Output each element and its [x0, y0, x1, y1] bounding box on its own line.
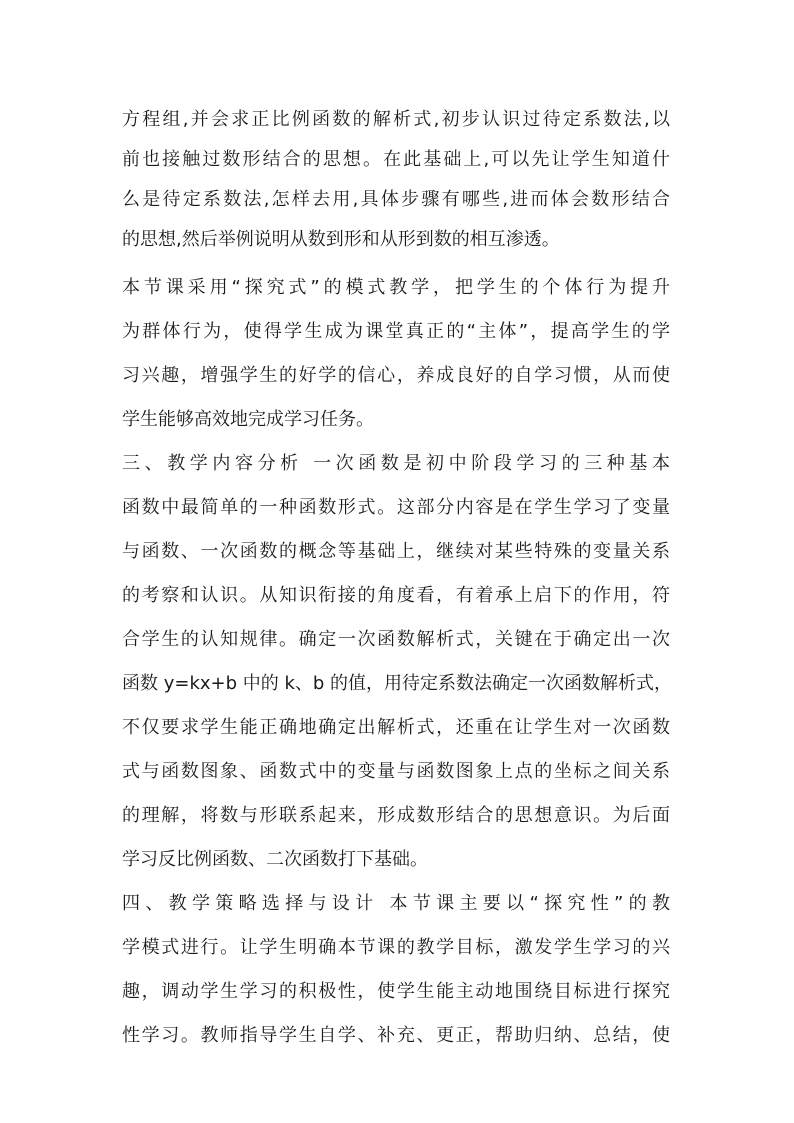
text-line-1: 方程组,并会求正比例函数的解析式,初步认识过待定系数法,以 — [122, 109, 670, 130]
text-line-19: 四、教学策略选择与设计 本节课主要以“探究性”的教 — [122, 893, 670, 914]
text-line-7: 习兴趣，增强学生的好学的信心，养成良好的自学习惯，从而使 — [122, 365, 670, 386]
text-line-9: 三、教学内容分析 一次函数是初中阶段学习的三种基本 — [122, 453, 670, 474]
text-line-21: 趣，调动学生学习的积极性，使学生能主动地围绕目标进行探究 — [122, 981, 670, 1002]
text-line-10: 函数中最简单的一种函数形式。这部分内容是在学生学习了变量 — [122, 497, 670, 518]
text-line-2: 前也接触过数形结合的思想。在此基础上,可以先让学生知道什 — [122, 149, 670, 170]
text-line-8: 学生能够高效地完成学习任务。 — [122, 409, 374, 430]
text-line-4: 的思想,然后举例说明从数到形和从形到数的相互渗透。 — [122, 229, 560, 250]
text-line-5: 本节课采用“探究式”的模式教学，把学生的个体行为提升 — [122, 277, 670, 298]
text-line-3: 么是待定系数法,怎样去用,具体步骤有哪些,进而体会数形结合 — [122, 189, 670, 210]
text-line-22: 性学习。教师指导学生自学、补充、更正，帮助归纳、总结，使 — [122, 1025, 670, 1046]
text-line-15: 不仅要求学生能正确地确定出解析式，还重在让学生对一次函数 — [122, 717, 670, 738]
text-line-20: 学模式进行。让学生明确本节课的教学目标，激发学生学习的兴 — [122, 937, 670, 958]
text-line-14: 函数 y=kx+b 中的 k、b 的值，用待定系数法确定一次函数解析式， — [122, 673, 673, 694]
text-line-12: 的考察和认识。从知识衔接的角度看，有着承上启下的作用，符 — [122, 585, 670, 606]
text-line-18: 学习反比例函数、二次函数打下基础。 — [122, 849, 428, 870]
text-line-11: 与函数、一次函数的概念等基础上，继续对某些特殊的变量关系 — [122, 541, 670, 562]
text-line-13: 合学生的认知规律。确定一次函数解析式，关键在于确定出一次 — [122, 629, 670, 650]
text-line-17: 的理解，将数与形联系起来，形成数形结合的思想意识。为后面 — [122, 805, 670, 826]
text-line-16: 式与函数图象、函数式中的变量与函数图象上点的坐标之间关系 — [122, 761, 670, 782]
text-line-6: 为群体行为，使得学生成为课堂真正的“主体”，提高学生的学 — [122, 321, 670, 342]
